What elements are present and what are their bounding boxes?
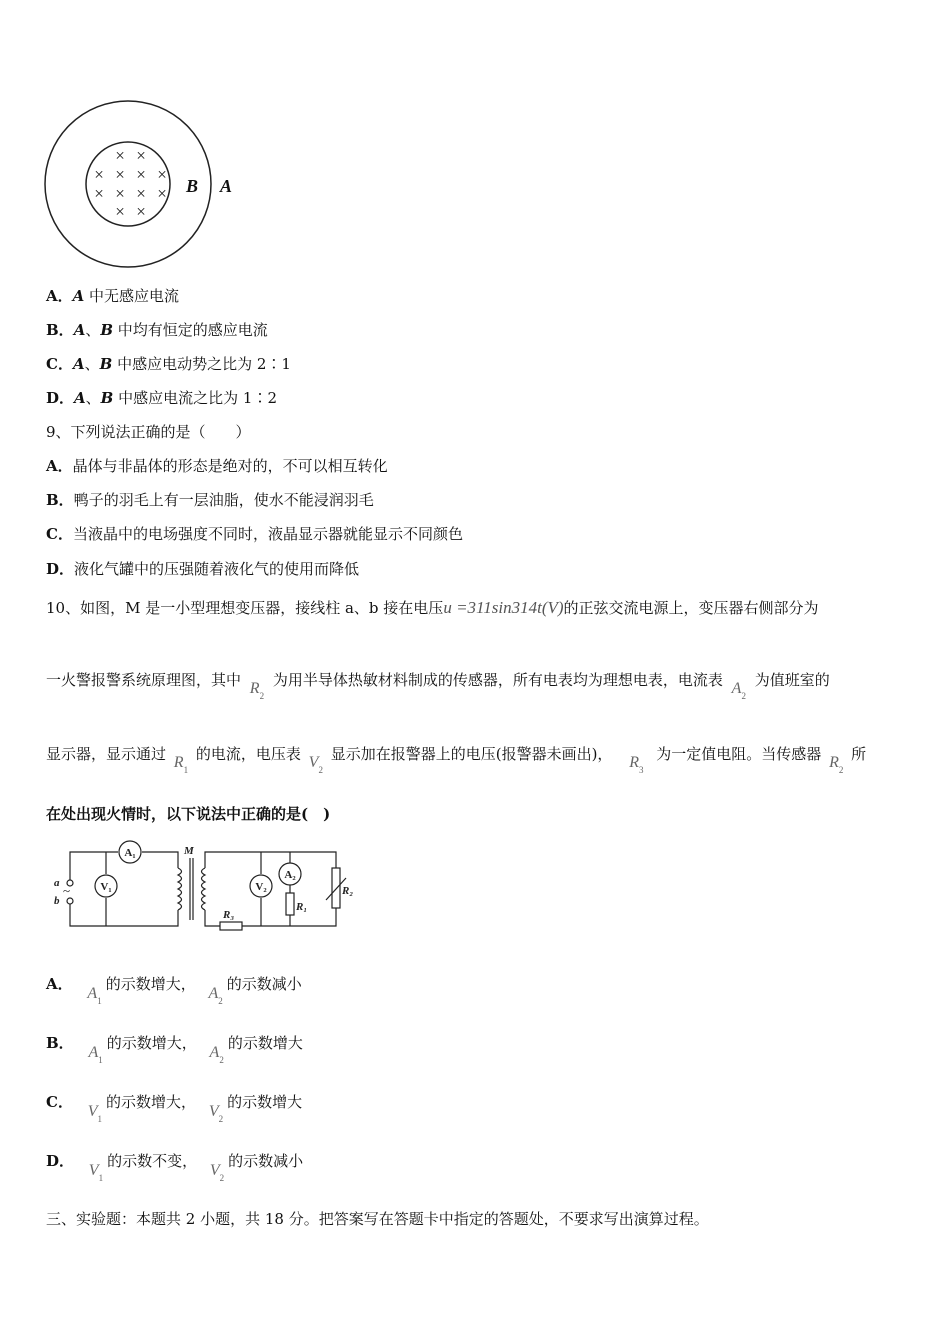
- q8-option-d[interactable]: D．A、B 中感应电流之比为 1∶2: [46, 389, 277, 407]
- symbol-v2: $V_2$: [208, 1103, 224, 1124]
- svg-text:×: ×: [136, 202, 146, 221]
- symbol-v2: $V_2$: [308, 754, 323, 775]
- symbol-a1: $A_1$: [87, 985, 102, 1006]
- magnetic-field-crosses: [94, 146, 167, 221]
- symbol-v1: $V_1$: [88, 1162, 104, 1183]
- svg-text:R₃: R₃: [223, 909, 235, 921]
- voltage-formula: u =311sin314t(V): [443, 598, 564, 617]
- symbol-r1: $R_1$: [173, 754, 189, 775]
- q8-option-b[interactable]: B．A、B 中均有恒定的感应电流: [46, 321, 268, 339]
- symbol-r2: $R_2$: [829, 754, 844, 775]
- symbol-r3: $R_3$: [629, 754, 644, 775]
- svg-text:a: a: [54, 877, 60, 889]
- q8-option-a[interactable]: A．A 中无感应电流: [46, 287, 180, 305]
- svg-text:A₁: A₁: [124, 847, 136, 859]
- svg-text:~: ~: [63, 883, 71, 898]
- q10-stem-line4: 在处出现火情时，以下说法中正确的是( ): [46, 805, 331, 823]
- svg-text:×: ×: [115, 184, 125, 203]
- q9-option-b[interactable]: B．鸭子的羽毛上有一层油脂，使水不能浸润羽毛: [46, 491, 374, 509]
- q9-option-a[interactable]: A．晶体与非晶体的形态是绝对的，不可以相互转化: [46, 457, 388, 475]
- label-b: B: [186, 176, 199, 196]
- symbol-a1: $A_1$: [88, 1044, 103, 1065]
- q10-stem-line1: 10、如图，M 是一小型理想变压器，接线柱 a、b 接在电压u =311sin314t(V)的正弦交流电源上，变压器右侧部分为: [46, 598, 819, 617]
- svg-text:V₁: V₁: [100, 881, 112, 893]
- svg-text:×: ×: [136, 146, 146, 165]
- resistor-r1: [286, 893, 294, 915]
- symbol-a2: $A_2$: [731, 680, 746, 701]
- q10-option-c[interactable]: C． $V_1$的示数增大， $V_2$的示数增大: [46, 1092, 302, 1120]
- svg-text:V₂: V₂: [255, 881, 267, 893]
- svg-text:A₂: A₂: [284, 869, 296, 881]
- svg-text:×: ×: [94, 165, 104, 184]
- svg-text:M: M: [184, 845, 194, 857]
- q9-stem: 9、下列说法正确的是（ ）: [46, 423, 251, 441]
- svg-text:×: ×: [94, 184, 104, 203]
- svg-text:b: b: [54, 895, 60, 907]
- primary-coil: [178, 868, 182, 910]
- q10-option-d[interactable]: D． $V_1$的示数不变， $V_2$的示数减小: [46, 1151, 303, 1179]
- symbol-a2: $A_2$: [209, 1044, 224, 1065]
- svg-text:×: ×: [157, 165, 167, 184]
- symbol-v2: $V_2$: [209, 1162, 225, 1183]
- symbol-a2: $A_2$: [208, 985, 223, 1006]
- q10-option-a[interactable]: A． $A_1$的示数增大， $A_2$的示数减小: [46, 974, 302, 1002]
- transformer-circuit-diagram: [48, 838, 368, 938]
- terminal-b: [67, 898, 73, 904]
- svg-text:×: ×: [136, 165, 146, 184]
- label-a: A: [220, 176, 233, 196]
- svg-text:×: ×: [136, 184, 146, 203]
- svg-text:×: ×: [115, 146, 125, 165]
- svg-text:×: ×: [115, 165, 125, 184]
- svg-text:R₂: R₂: [342, 885, 354, 897]
- svg-text:×: ×: [115, 202, 125, 221]
- q8-option-c[interactable]: C．A、B 中感应电动势之比为 2∶1: [46, 355, 291, 373]
- q10-stem-line2: 一火警报警系统原理图，其中 $R_2$ 为用半导体热敏材料制成的传感器，所有电表均为理想电表，电流表 $A_2$ 为值班室的: [46, 670, 830, 698]
- concentric-rings-figure: [44, 98, 244, 273]
- secondary-coil: [202, 868, 206, 910]
- symbol-r2: $R_2$: [249, 680, 265, 701]
- resistor-r3: [220, 922, 242, 930]
- q10-option-b[interactable]: B． $A_1$的示数增大， $A_2$的示数增大: [46, 1033, 303, 1061]
- svg-text:R₁: R₁: [296, 901, 308, 913]
- symbol-v1: $V_1$: [87, 1103, 103, 1124]
- section-3-heading: 三、实验题：本题共 2 小题，共 18 分。把答案写在答题卡中指定的答题处，不要求写出演算过程。: [46, 1210, 709, 1228]
- thermistor-r2: [332, 868, 340, 908]
- svg-text:×: ×: [157, 184, 167, 203]
- q10-stem-line3: 显示器，显示通过 $R_1$ 的电流，电压表 $V_2$ 显示加在报警器上的电压(报警器未画出)， $R_3$ 为一定值电阻。当传感器 $R_2$ 所: [46, 744, 866, 772]
- q9-option-d[interactable]: D．液化气罐中的压强随着液化气的使用而降低: [46, 560, 360, 578]
- q9-option-c[interactable]: C．当液晶中的电场强度不同时，液晶显示器就能显示不同颜色: [46, 525, 463, 543]
